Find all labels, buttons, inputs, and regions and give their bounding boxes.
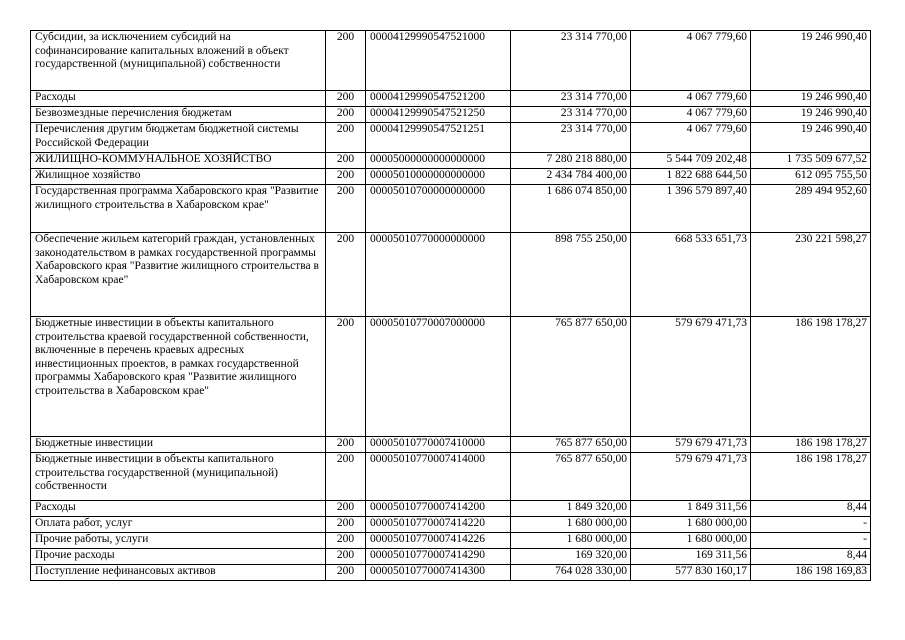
row-name-cell: Прочие работы, услуги (31, 533, 326, 549)
row-executed-cell: 5 544 709 202,48 (631, 153, 751, 169)
row-code-cell: 200 (326, 107, 366, 123)
row-executed-cell: 1 680 000,00 (631, 533, 751, 549)
row-approved-cell: 23 314 770,00 (511, 91, 631, 107)
table-row (31, 31, 871, 91)
budget-table (30, 30, 871, 581)
table-row (31, 453, 871, 501)
row-remaining-cell: 19 246 990,40 (751, 123, 871, 153)
row-code-cell: 200 (326, 565, 366, 581)
table-row (31, 123, 871, 153)
row-code-cell: 200 (326, 501, 366, 517)
row-kbk-cell: 00005010770007414290 (366, 549, 511, 565)
row-approved-cell: 1 680 000,00 (511, 533, 631, 549)
row-approved-cell: 765 877 650,00 (511, 437, 631, 453)
row-name-cell: ЖИЛИЩНО-КОММУНАЛЬНОЕ ХОЗЯЙСТВО (31, 153, 326, 169)
row-name-cell: Государственная программа Хабаровского края "Развитие жилищного строительства в Хабаровском крае" (31, 185, 326, 233)
row-remaining-cell: 19 246 990,40 (751, 31, 871, 91)
row-kbk-cell: 00005010770007414200 (366, 501, 511, 517)
row-approved-cell: 765 877 650,00 (511, 317, 631, 437)
row-code-cell: 200 (326, 123, 366, 153)
row-remaining-cell: 612 095 755,50 (751, 169, 871, 185)
row-approved-cell: 23 314 770,00 (511, 31, 631, 91)
row-kbk-cell: 00005010770007410000 (366, 437, 511, 453)
row-remaining-cell: 186 198 169,83 (751, 565, 871, 581)
row-name-cell: Бюджетные инвестиции в объекты капитального строительства государственной (муниципальной) собственности (31, 453, 326, 501)
row-kbk-cell: 00004129990547521251 (366, 123, 511, 153)
budget-table-body (31, 31, 871, 581)
row-name-cell: Перечисления другим бюджетам бюджетной системы Российской Федерации (31, 123, 326, 153)
row-approved-cell: 2 434 784 400,00 (511, 169, 631, 185)
row-name-cell: Обеспечение жильем категорий граждан, установленных законодательством в рамках государственной программы Хабаровского края "Развитие жилищного строительства в Хабаровском крае" (31, 233, 326, 317)
row-executed-cell: 579 679 471,73 (631, 317, 751, 437)
table-row (31, 317, 871, 437)
row-kbk-cell: 00005010770007414300 (366, 565, 511, 581)
row-kbk-cell: 00005010770007414220 (366, 517, 511, 533)
table-row (31, 233, 871, 317)
row-approved-cell: 169 320,00 (511, 549, 631, 565)
row-approved-cell: 765 877 650,00 (511, 453, 631, 501)
table-row (31, 517, 871, 533)
row-remaining-cell: 289 494 952,60 (751, 185, 871, 233)
row-executed-cell: 577 830 160,17 (631, 565, 751, 581)
table-row (31, 185, 871, 233)
row-executed-cell: 4 067 779,60 (631, 91, 751, 107)
row-executed-cell: 579 679 471,73 (631, 453, 751, 501)
row-kbk-cell: 00005010770007414226 (366, 533, 511, 549)
row-name-cell: Расходы (31, 501, 326, 517)
row-approved-cell: 1 680 000,00 (511, 517, 631, 533)
row-executed-cell: 668 533 651,73 (631, 233, 751, 317)
row-name-cell: Оплата работ, услуг (31, 517, 326, 533)
row-name-cell: Расходы (31, 91, 326, 107)
row-approved-cell: 898 755 250,00 (511, 233, 631, 317)
table-row (31, 153, 871, 169)
row-kbk-cell: 00005000000000000000 (366, 153, 511, 169)
row-name-cell: Бюджетные инвестиции (31, 437, 326, 453)
table-row (31, 107, 871, 123)
row-remaining-cell: 19 246 990,40 (751, 107, 871, 123)
row-kbk-cell: 00005010000000000000 (366, 169, 511, 185)
row-approved-cell: 1 686 074 850,00 (511, 185, 631, 233)
row-code-cell: 200 (326, 453, 366, 501)
row-name-cell: Поступление нефинансовых активов (31, 565, 326, 581)
row-code-cell: 200 (326, 169, 366, 185)
row-kbk-cell: 00005010770007414000 (366, 453, 511, 501)
row-remaining-cell: 19 246 990,40 (751, 91, 871, 107)
row-name-cell: Жилищное хозяйство (31, 169, 326, 185)
row-executed-cell: 1 396 579 897,40 (631, 185, 751, 233)
row-name-cell: Субсидии, за исключением субсидий на софинансирование капитальных вложений в объект государственной (муниципальной) собственности (31, 31, 326, 91)
row-executed-cell: 579 679 471,73 (631, 437, 751, 453)
row-remaining-cell: 186 198 178,27 (751, 437, 871, 453)
table-row (31, 437, 871, 453)
row-code-cell: 200 (326, 437, 366, 453)
row-approved-cell: 764 028 330,00 (511, 565, 631, 581)
row-code-cell: 200 (326, 31, 366, 91)
row-executed-cell: 4 067 779,60 (631, 123, 751, 153)
table-row (31, 565, 871, 581)
row-remaining-cell: 186 198 178,27 (751, 317, 871, 437)
row-name-cell: Бюджетные инвестиции в объекты капитального строительства краевой государственной собственности, включенные в перечень краевых адресных инвестиционных проектов, в рамках государственной программы Хабаровского края "Развитие жилищного строительства в Хабаровском крае" (31, 317, 326, 437)
row-code-cell: 200 (326, 317, 366, 437)
row-code-cell: 200 (326, 233, 366, 317)
row-remaining-cell: 230 221 598,27 (751, 233, 871, 317)
row-kbk-cell: 00004129990547521250 (366, 107, 511, 123)
row-kbk-cell: 00004129990547521000 (366, 31, 511, 91)
row-name-cell: Безвозмездные перечисления бюджетам (31, 107, 326, 123)
row-executed-cell: 1 822 688 644,50 (631, 169, 751, 185)
row-executed-cell: 4 067 779,60 (631, 107, 751, 123)
table-row (31, 169, 871, 185)
row-code-cell: 200 (326, 91, 366, 107)
row-code-cell: 200 (326, 185, 366, 233)
row-remaining-cell: 186 198 178,27 (751, 453, 871, 501)
row-kbk-cell: 00005010770007000000 (366, 317, 511, 437)
table-row (31, 501, 871, 517)
row-executed-cell: 1 680 000,00 (631, 517, 751, 533)
row-approved-cell: 23 314 770,00 (511, 123, 631, 153)
row-executed-cell: 169 311,56 (631, 549, 751, 565)
row-kbk-cell: 00005010770000000000 (366, 233, 511, 317)
row-remaining-cell: 8,44 (751, 501, 871, 517)
row-executed-cell: 1 849 311,56 (631, 501, 751, 517)
row-remaining-cell: 1 735 509 677,52 (751, 153, 871, 169)
row-remaining-cell: 8,44 (751, 549, 871, 565)
table-row (31, 91, 871, 107)
row-kbk-cell: 00004129990547521200 (366, 91, 511, 107)
row-code-cell: 200 (326, 549, 366, 565)
row-code-cell: 200 (326, 153, 366, 169)
row-name-cell: Прочие расходы (31, 549, 326, 565)
row-kbk-cell: 00005010700000000000 (366, 185, 511, 233)
row-code-cell: 200 (326, 517, 366, 533)
row-code-cell: 200 (326, 533, 366, 549)
table-row (31, 533, 871, 549)
row-approved-cell: 7 280 218 880,00 (511, 153, 631, 169)
row-remaining-cell: - (751, 533, 871, 549)
row-remaining-cell: - (751, 517, 871, 533)
row-approved-cell: 1 849 320,00 (511, 501, 631, 517)
table-row (31, 549, 871, 565)
row-executed-cell: 4 067 779,60 (631, 31, 751, 91)
row-approved-cell: 23 314 770,00 (511, 107, 631, 123)
